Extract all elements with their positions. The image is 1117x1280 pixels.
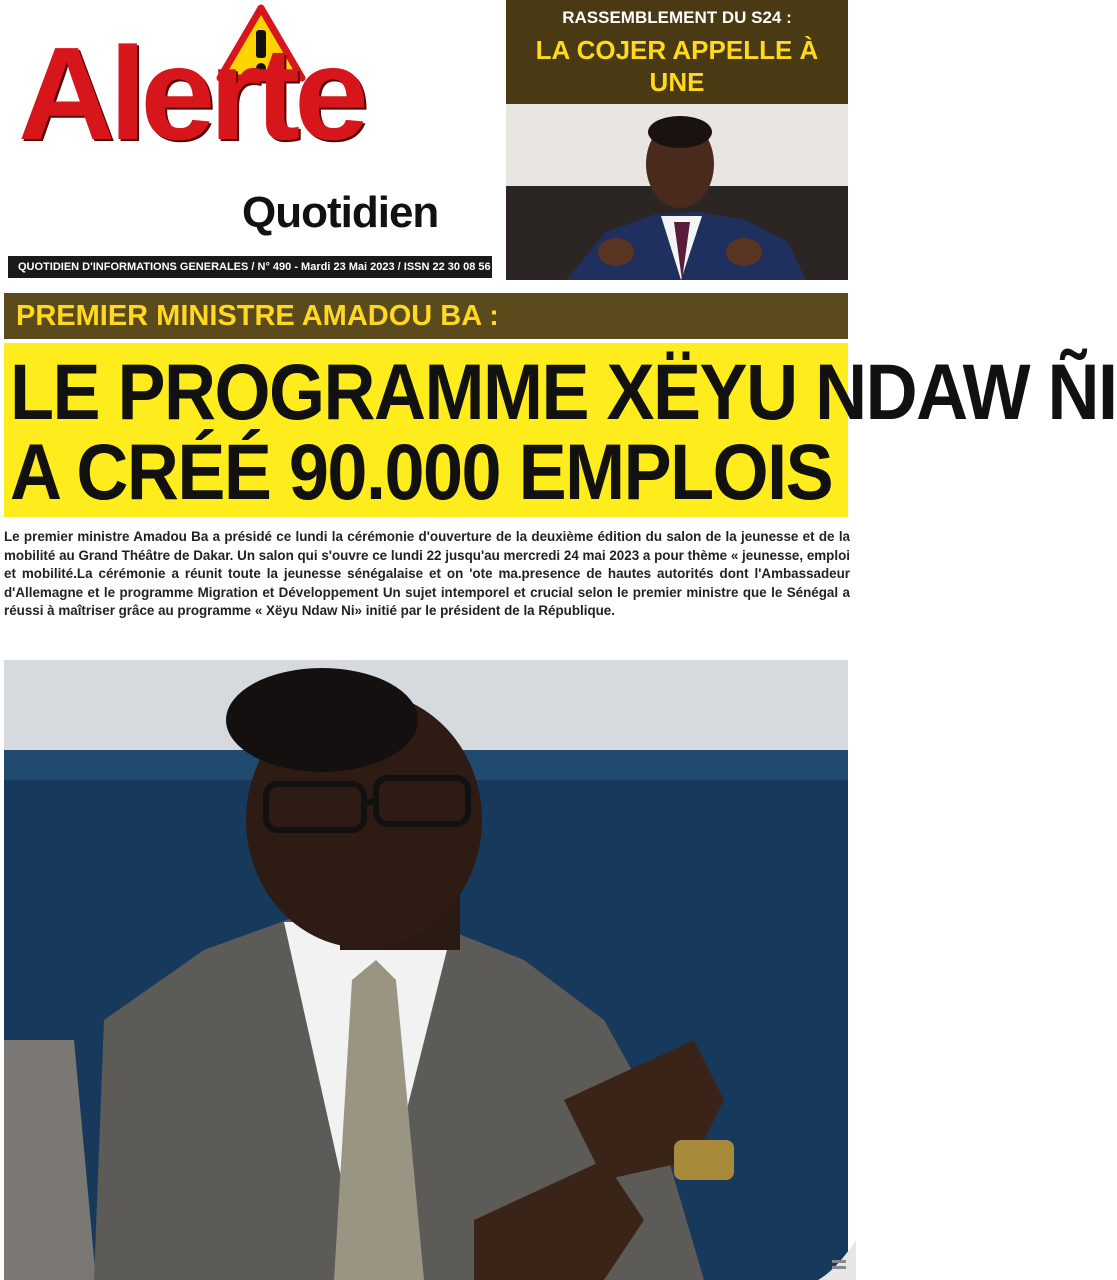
promo-kicker: RASSEMBLEMENT DU S24 : [562,8,792,27]
story-kicker: PREMIER MINISTRE AMADOU BA : [4,293,848,339]
story-lead-paragraph: Le premier ministre Amadou Ba a présidé ce lundi la cérémonie d'ouverture de la deuxième édition du salon de la jeunesse et de la mobilité au Grand Théâtre de Dakar. Un salon qui s'ouvre ce lundi 22 jusqu'au mercredi 24 mai 2023 a pour thème « jeunesse, emploi et mobilité.La cérémonie a réunit toute la jeunesse sénégalaise et on 'ote ma.presence de hautes autorités dont l'Ambassadeur d'Allemagne et le programme Migration et Développement Un sujet intemporel et crucial selon le premier ministre que le Sénégal a réussi à maîtriser grâce au programme « Xëyu Ndaw Ni» initié par le président de la République. [4,529,850,618]
promo-band [506,0,848,104]
main-headline-line2: A CRÉÉ 90.000 EMPLOIS [10,428,833,517]
main-portrait-photo [4,660,848,1280]
promo-portrait-photo [506,104,848,280]
logo-word: Alerte [18,20,363,167]
page-turn-icon [818,1240,856,1280]
promo-headline-line1: LA COJER APPELLE À UNE [535,35,819,97]
logo-subtitle: Quotidien [242,188,439,237]
masthead [4,0,492,280]
main-headline-line1: LE PROGRAMME XËYU NDAW ÑI [10,348,1117,437]
promo-box [506,0,848,280]
issue-imprint: QUOTIDIEN D'INFORMATIONS GENERALES / N° 490 - Mardi 23 Mai 2023 / ISSN 22 30 08 56 [8,256,492,278]
main-headline [4,343,1117,517]
